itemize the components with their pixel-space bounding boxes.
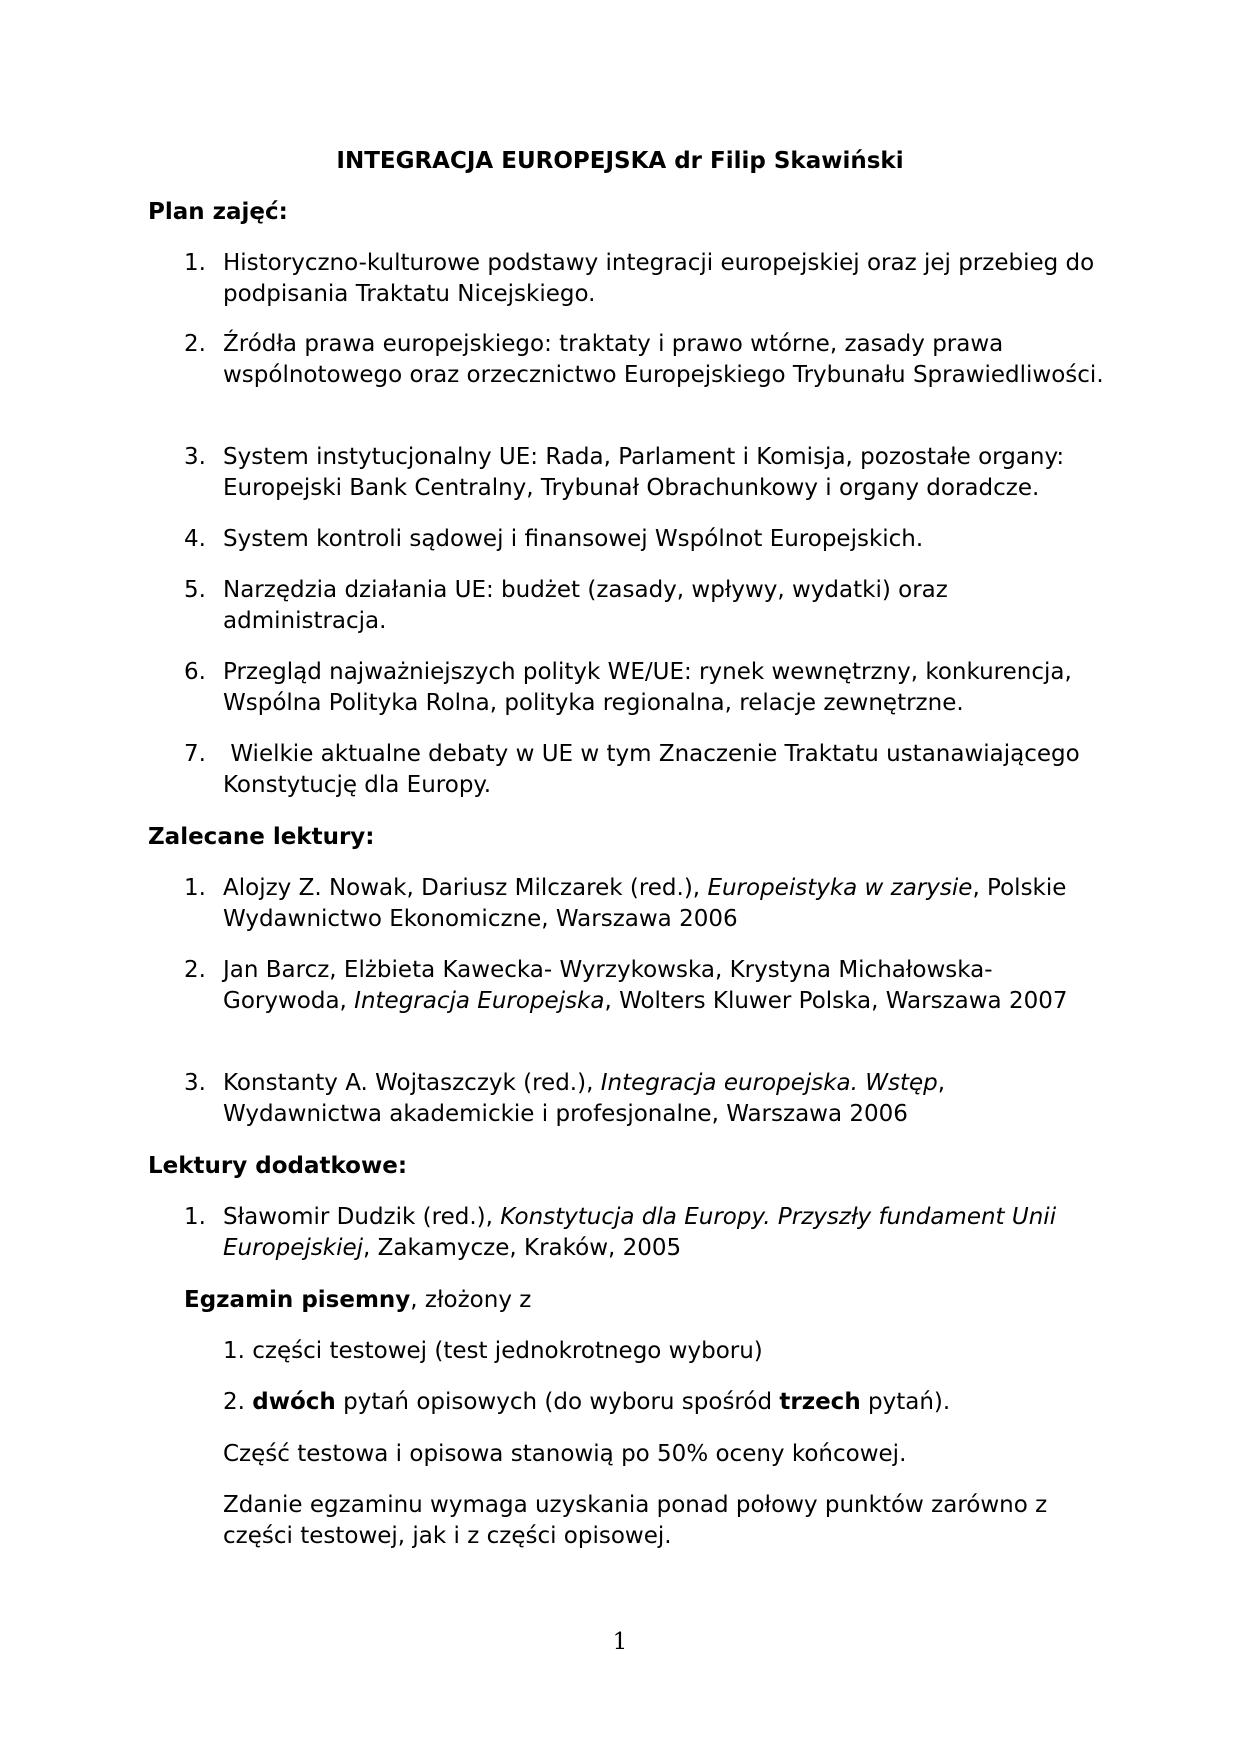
list-text: Źródła prawa europejskiego: traktaty i prawo wtórne, zasady prawa wspólnotowego oraz orzecznictwo Europejskiego Trybunału Sprawiedliwości. bbox=[223, 331, 1104, 388]
plan-item-3 bbox=[184, 442, 1104, 504]
exam-point-2 bbox=[223, 1387, 1103, 1418]
list-number: 2. bbox=[184, 331, 206, 357]
recommended-item-1 bbox=[184, 873, 1104, 935]
list-number: 7. bbox=[184, 741, 206, 767]
citation-publisher: , Wolters Kluwer Polska, Warszawa 2007 bbox=[604, 988, 1068, 1014]
exam-title-bold: Egzamin pisemny bbox=[184, 1287, 411, 1313]
list-number: 3. bbox=[184, 444, 206, 470]
exam-point-1: 1. części testowej (test jednokrotnego wyboru) bbox=[223, 1338, 763, 1364]
recommended-item-3 bbox=[184, 1068, 1104, 1130]
list-text: Narzędzia działania UE: budżet (zasady, wpływy, wydatki) oraz administracja. bbox=[223, 577, 948, 634]
list-number: 1. bbox=[184, 250, 206, 276]
list-text bbox=[223, 955, 1104, 1017]
list-text bbox=[223, 1068, 1104, 1130]
citation-publisher: , Zakamycze, Kraków, 2005 bbox=[363, 1235, 682, 1261]
additional-item-1 bbox=[184, 1202, 1104, 1264]
plan-item-1 bbox=[184, 248, 1104, 310]
recommended-heading: Zalecane lektury: bbox=[148, 824, 375, 850]
list-number: 2. bbox=[184, 957, 206, 983]
citation-book-title: Integracja Europejska bbox=[354, 988, 605, 1014]
list-text: Przegląd najważniejszych polityk WE/UE: rynek wewnętrzny, konkurencja, Wspólna Polityka Rolna, polityka regionalna, relacje zewnętrzne. bbox=[223, 659, 1072, 716]
citation-authors: Jan Barcz, Elżbieta Kawecka- Wyrzykowska, Krystyna Michałowska-Gorywoda, bbox=[223, 957, 993, 1014]
citation-publisher: , Polskie Wydawnictwo Ekonomiczne, Warszawa 2006 bbox=[223, 875, 1067, 932]
list-number: 1. bbox=[184, 1204, 206, 1230]
exam-point-2-bold-count: dwóch bbox=[252, 1389, 336, 1415]
list-text bbox=[223, 1202, 1104, 1264]
plan-item-7 bbox=[184, 739, 1104, 801]
exam-point-2-end: pytań). bbox=[860, 1389, 951, 1415]
citation-book-title: Europeistyka w zarysie bbox=[707, 875, 973, 901]
list-number: 3. bbox=[184, 1070, 206, 1096]
list-text bbox=[223, 873, 1104, 935]
exam-point-2-mid: pytań opisowych (do wyboru spośród bbox=[335, 1389, 780, 1415]
additional-heading: Lektury dodatkowe: bbox=[148, 1153, 408, 1179]
exam-title bbox=[184, 1285, 1064, 1316]
citation-book-title: Integracja europejska. Wstęp bbox=[600, 1070, 938, 1096]
citation-authors: Konstanty A. Wojtaszczyk (red.), bbox=[223, 1070, 601, 1096]
list-number: 4. bbox=[184, 526, 206, 552]
list-number: 5. bbox=[184, 577, 206, 603]
citation-authors: Sławomir Dudzik (red.), bbox=[223, 1204, 501, 1230]
plan-item-5 bbox=[184, 575, 1104, 637]
list-text: System instytucjonalny UE: Rada, Parlament i Komisja, pozostałe organy: Europejski Bank Centralny, Trybunał Obrachunkowy i organy doradcze. bbox=[223, 444, 1065, 501]
exam-title-rest: , złożony z bbox=[410, 1287, 532, 1313]
exam-note-weighting: Część testowa i opisowa stanowią po 50% oceny końcowej. bbox=[223, 1441, 907, 1467]
plan-item-6 bbox=[184, 657, 1104, 719]
list-text: Wielkie aktualne debaty w UE w tym Znaczenie Traktatu ustanawiającego Konstytucję dla Europy. bbox=[223, 741, 1088, 798]
document-title: INTEGRACJA EUROPEJSKA dr Filip Skawiński bbox=[336, 148, 904, 174]
list-text: System kontroli sądowej i finansowej Wspólnot Europejskich. bbox=[223, 526, 924, 552]
exam-point-2-bold-total: trzech bbox=[779, 1389, 861, 1415]
plan-heading: Plan zajęć: bbox=[148, 199, 288, 225]
exam-note-passing: Zdanie egzaminu wymaga uzyskania ponad połowy punktów zarówno z części testowej, jak i z części opisowej. bbox=[223, 1492, 1048, 1549]
citation-book-title: Konstytucja dla Europy. Przyszły fundament Unii Europejskiej bbox=[223, 1204, 1057, 1261]
citation-authors: Alojzy Z. Nowak, Dariusz Milczarek (red.), bbox=[223, 875, 708, 901]
exam-point-2-number: 2. bbox=[223, 1389, 253, 1415]
page-number: 1 bbox=[612, 1629, 628, 1655]
citation-publisher: , Wydawnictwa akademickie i profesjonalne, Warszawa 2006 bbox=[223, 1070, 946, 1127]
plan-item-2 bbox=[184, 329, 1104, 391]
recommended-item-2 bbox=[184, 955, 1104, 1017]
list-number: 1. bbox=[184, 875, 206, 901]
list-number: 6. bbox=[184, 659, 206, 685]
plan-item-4 bbox=[184, 524, 1104, 555]
list-text: Historyczno-kulturowe podstawy integracji europejskiej oraz jej przebieg do podpisania Traktatu Nicejskiego. bbox=[223, 250, 1095, 307]
